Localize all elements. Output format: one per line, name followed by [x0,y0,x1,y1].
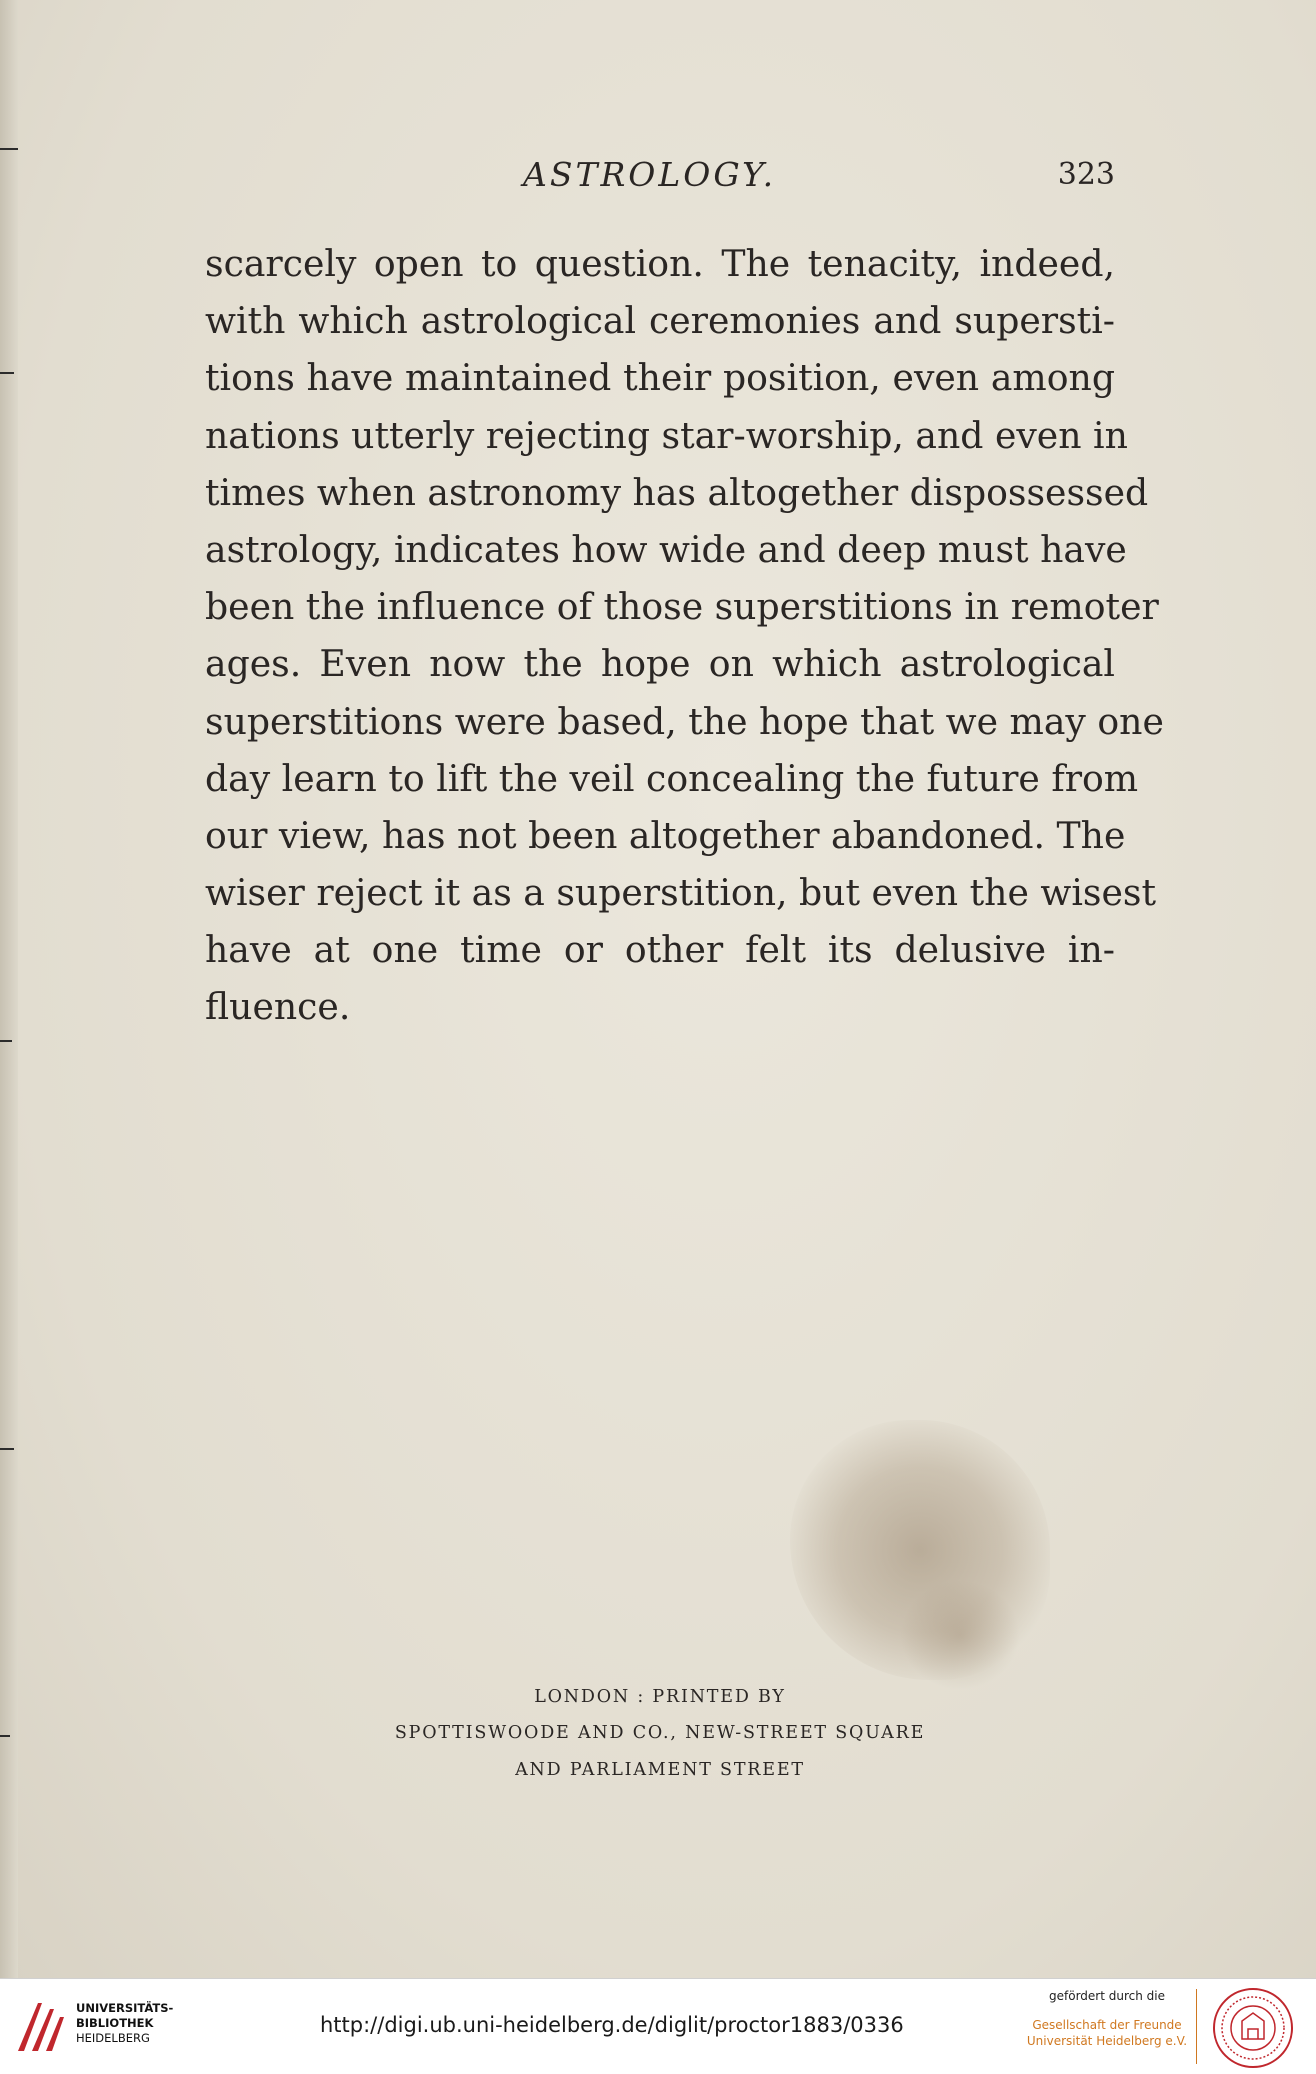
text-line: nations utterly rejecting star-worship, and even in [205,413,1128,457]
body-text [205,235,1164,1036]
library-logo-icon[interactable] [12,1997,68,2057]
imprint-line: SPOTTISWOODE AND CO., NEW-STREET SQUARE [394,1723,926,1743]
running-header [205,155,1115,199]
university-seal-icon[interactable] [1212,1987,1294,2069]
text-line: scarcely open to question. The tenacity, indeed, [205,242,1115,285]
binding-mark [0,1735,10,1737]
binding-mark [0,148,18,150]
binding-mark [0,1448,14,1450]
digitization-footer [0,1978,1316,2074]
text-line: fluence. [205,985,351,1029]
text-line: times when astronomy has altogether dispossessed [205,470,1149,514]
sponsor-block [1022,1989,1192,2049]
sponsor-name[interactable]: Universität Heidelberg e.V. [1026,2034,1188,2048]
library-name-line: UNIVERSITÄTS- [76,2001,174,2015]
text-line: our view, has not been altogether abandoned. The [205,813,1126,857]
library-name-line: HEIDELBERG [76,2031,150,2045]
binding-mark [0,372,14,374]
text-line: with which astrological ceremonies and supersti- [205,299,1115,343]
permalink-url[interactable]: http://digi.ub.uni-heidelberg.de/diglit/proctor1883/0336 [320,2013,904,2037]
foxing-stain [900,1580,1020,1690]
page-edge-shadow [0,0,18,1978]
text-line: wiser reject it as a superstition, but even the wisest [205,871,1157,915]
imprint-line: AND PARLIAMENT STREET [515,1760,805,1780]
library-name-line: BIBLIOTHEK [76,2016,154,2030]
footer-divider [1196,1989,1197,2064]
text-line: have at one time or other felt its delusive in- [205,928,1115,972]
page-number: 323 [1057,157,1115,192]
running-title: ASTROLOGY. [523,155,777,194]
sponsor-caption: gefördert durch die [1049,1989,1165,2003]
text-line: ages. Even now the hope on which astrological [205,642,1115,686]
sponsor-name[interactable]: Gesellschaft der Freunde [1032,2018,1182,2032]
text-line: tions have maintained their position, even among [205,356,1115,400]
imprint-line: LONDON : PRINTED BY [534,1687,786,1707]
text-line: day learn to lift the veil concealing the future from [205,756,1139,800]
binding-mark [0,1040,12,1042]
text-line: superstitions were based, the hope that we may one [205,699,1164,743]
text-line: been the influence of those superstitions in remoter [205,585,1159,629]
library-name [76,2001,173,2046]
text-line: astrology, indicates how wide and deep must have [205,527,1127,571]
